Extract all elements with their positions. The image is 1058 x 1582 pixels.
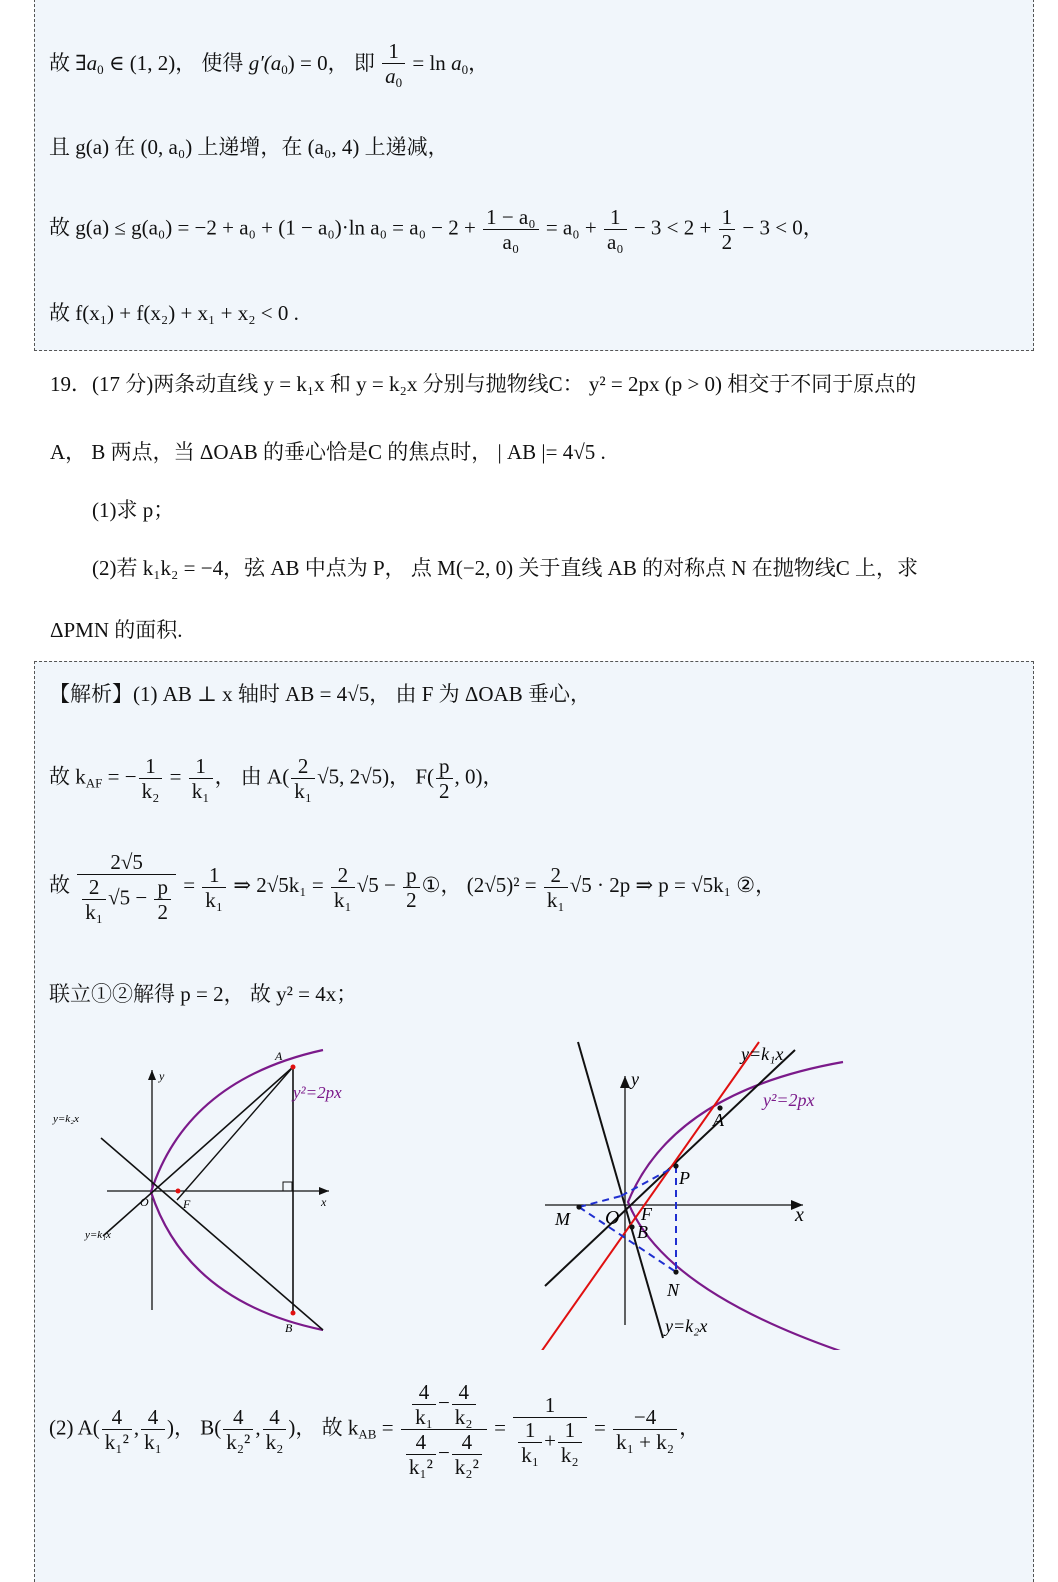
y-axis-arrow — [148, 1070, 156, 1080]
label-y: y — [159, 1069, 165, 1083]
solution-box-top — [34, 0, 1034, 351]
line-k1 — [103, 1067, 293, 1236]
label-F: F — [183, 1197, 191, 1211]
point-M — [576, 1204, 581, 1209]
label-y: y — [631, 1069, 639, 1089]
segment-AF — [177, 1067, 293, 1200]
label-line-k1: y=k₁x — [85, 1229, 111, 1241]
point-B — [629, 1224, 634, 1229]
solution-line-1: 【解析】(1) AB ⊥ x 轴时 AB = 4√5， 由 F 为 ΔOAB 垂心， — [49, 682, 591, 706]
solution-line-2: 故 $k_{AF}$ = − $\frac{1}{\text{k₂}}$ = $\frac{1}{\text{k₁}}$ ， 由 A( $\frac{2}{\text{k₁}}$ √5, 2√5)， F( $\frac{p}{2}$ , 0)， — [49, 754, 504, 804]
solution-line-4: 联立①②解得 p = 2， 故 y² = 4x； — [49, 982, 358, 1006]
box1-line-1: 故 $\exists a_0$ ∈ (1, 2)， 使得 $g'(a_0) = 0$， 即 $\frac{1}{a_0}$ = $\ln a_0$， — [49, 39, 490, 91]
point-B — [291, 1311, 296, 1316]
compound-fraction: 1 $\frac{1}{\text{k₁}}$ + $\frac{1}{\text{k₂}}$ — [513, 1393, 587, 1467]
figure-parabola-orthocenter — [47, 1040, 357, 1340]
box1-line-2: 且 g(a) 在 (0, a₀) 上递增，在 (a₀, 4) 上递减， — [49, 135, 449, 159]
y-axis-arrow — [620, 1076, 630, 1088]
problem-question-2-cont: ΔPMN 的面积. — [50, 618, 183, 642]
label-line-k2: y=k₂x — [53, 1113, 79, 1125]
solution-line-5: (2) A( $\frac{4}{\text{k₁²}}$ , $\frac{4}{\text{k₁}}$ )， B( $\frac{4}{\text{k₂²}}$ , $\frac{4}{\text{k₂}}$ )， 故 $k_{AB}$ = $\frac{4}{\text{k₁}}$ − $\frac{4}{\text{k₂}}$ $\frac{4}{\text{k₁²}}$ − $\frac{4}{\text{k₂²}}$ = 1 $\frac{1}{\text{k₁}}$ + $\frac{1}{\text{k₂}}$ = $\frac{-4}{\text{k₁ + k₂}}$ ， — [49, 1380, 701, 1480]
label-F: F — [641, 1204, 652, 1224]
fraction: $\frac{1}{a_0}$ — [382, 39, 405, 91]
label-M: M — [555, 1209, 570, 1229]
box1-line-4: 故 f(x₁) + f(x₂) + x₁ + x₂ < 0 . — [49, 301, 299, 325]
label-x: x — [795, 1204, 804, 1226]
label-B: B — [637, 1222, 648, 1242]
problem-question-2: (2)若 k₁k₂ = −4，弦 AB 中点为 P， 点 M(−2, 0) 关于直线 AB 的对称点 N 在抛物线C 上，求 — [92, 556, 919, 580]
point-N — [673, 1269, 678, 1274]
label-parabola: y²=2px — [293, 1083, 342, 1102]
compound-fraction: 2√5 $\frac{2}{\text{k₁}}$ √5 − $\frac{p}{2}$ — [77, 850, 176, 924]
point-P — [673, 1163, 678, 1168]
x-axis-arrow — [319, 1187, 329, 1195]
problem-line-1: 19．(17 分)两条动直线 y = k₁x 和 y = k₂x 分别与抛物线C： y² = 2px (p > 0) 相交于不同于原点的 — [50, 372, 917, 396]
figure-symmetric-point — [533, 1040, 863, 1350]
label-x: x — [321, 1195, 327, 1209]
fraction: $\frac{\text{1 − a₀}}{\text{a₀}}$ — [483, 205, 539, 254]
fraction: $\frac{1}{\text{a₀}}$ — [604, 205, 627, 254]
right-angle-mark — [283, 1182, 292, 1191]
label-N: N — [667, 1280, 680, 1300]
label-O: O — [605, 1207, 620, 1229]
solution-box-analysis — [34, 661, 1034, 1582]
problem-line-2: A， B 两点，当 ΔOAB 的垂心恰是C 的焦点时， | AB |= 4√5 . — [50, 440, 606, 464]
label-A: A — [275, 1049, 283, 1063]
fraction: $\frac{1}{\text{k₂}}$ — [139, 754, 163, 803]
point-F — [176, 1189, 181, 1194]
box1-line-3: 故 g(a) ≤ g(a₀) = −2 + a₀ + (1 − a₀)·ln a₀ = a₀ − 2 + $\frac{\text{1 − a₀}}{\text{a₀}}$ = a₀ + $\frac{1}{\text{a₀}}$ − 3 < 2 + $\frac{1}{2}$ − 3 < 0， — [49, 205, 824, 255]
fraction: $\frac{p}{2}$ — [436, 754, 453, 803]
segment-OP — [621, 1166, 676, 1196]
fraction: $\frac{2}{\text{k₁}}$ — [291, 754, 315, 803]
line-k2 — [101, 1138, 323, 1330]
label-O: O — [140, 1195, 149, 1209]
label-P: P — [679, 1168, 690, 1188]
problem-question-1: (1)求 p； — [92, 498, 175, 522]
fraction: $\frac{1}{\text{k₁}}$ — [189, 754, 213, 803]
label-parabola: y²=2px — [763, 1090, 815, 1110]
label-line-k2: y=k₂x — [665, 1316, 708, 1336]
line-AB — [541, 1042, 759, 1350]
label-line-k1: y=k₁x — [741, 1044, 784, 1064]
point-A — [291, 1065, 296, 1070]
label-B: B — [285, 1321, 293, 1335]
label-A: A — [713, 1110, 724, 1130]
solution-line-3: 故 2√5 $\frac{2}{\text{k₁}}$ √5 − $\frac{p}{2}$ = $\frac{1}{\text{k₁}}$ ⇒ 2√5k₁ = $\frac{2}{\text{k₁}}$ √5 − $\frac{p}{2}$ ①， (2√5)² = $\frac{2}{\text{k₁}}$ √5 · 2p ⇒ p = √5k₁ ②， — [49, 850, 777, 925]
compound-fraction: $\frac{4}{\text{k₁}}$ − $\frac{4}{\text{k₂}}$ $\frac{4}{\text{k₁²}}$ − $\frac{4}{\text{k₂²}}$ — [401, 1380, 487, 1480]
fraction: $\frac{1}{2}$ — [719, 205, 736, 254]
line-k2 — [578, 1042, 663, 1338]
